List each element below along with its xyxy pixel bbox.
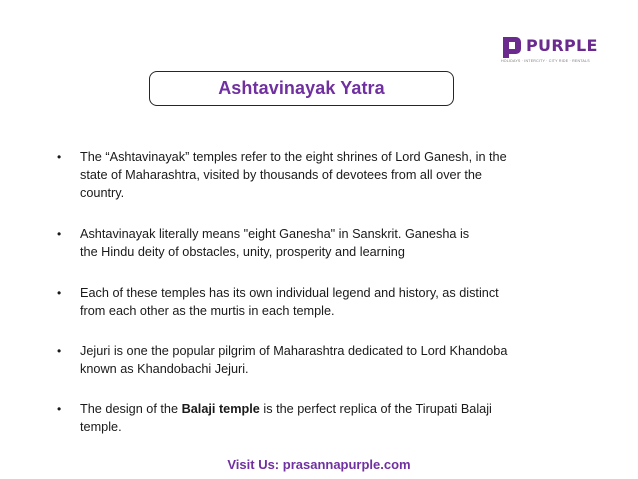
bullet-line: Each of these temples has its own individual legend and history, as distinct [80, 286, 499, 300]
bullet-text: The design of the [80, 402, 182, 416]
bullet-line: temple. [80, 420, 122, 434]
bullet-line: state of Maharashtra, visited by thousands of devotees from all over the [80, 168, 482, 182]
bullet-line: the Hindu deity of obstacles, unity, prosperity and learning [80, 245, 405, 259]
bullet-line: known as Khandobachi Jejuri. [80, 362, 249, 376]
bullet-dot-icon: • [57, 150, 62, 164]
logo-tagline: HOLIDAYS · INTERCITY · CITY RIDE · RENTALS [501, 59, 590, 63]
footer-website: Visit Us: prasannapurple.com [227, 457, 411, 472]
bullet-line: Jejuri is one the popular pilgrim of Maharashtra dedicated to Lord Khandoba [80, 344, 508, 358]
bullet-line: The “Ashtavinayak” temples refer to the eight shrines of Lord Ganesh, in the [80, 150, 507, 164]
bullet-line: country. [80, 186, 125, 200]
bullet-dot-icon: • [57, 402, 62, 416]
bullet-line: Ashtavinayak literally means "eight Ganesha" in Sanskrit. Ganesha is [80, 227, 470, 241]
logo-wordmark: PURPLE [526, 36, 598, 55]
balaji-temple-emphasis: Balaji temple [181, 402, 260, 416]
bullet-line: from each other as the murtis in each temple. [80, 304, 335, 318]
page-title: Ashtavinayak Yatra [218, 78, 385, 98]
bullet-dot-icon: • [57, 286, 62, 300]
bullet-line [80, 400, 585, 418]
bullet-dot-icon: • [57, 344, 62, 358]
bullet-dot-icon: • [57, 227, 62, 241]
bullet-text: is the perfect replica of the Tirupati Balaji [259, 402, 492, 416]
